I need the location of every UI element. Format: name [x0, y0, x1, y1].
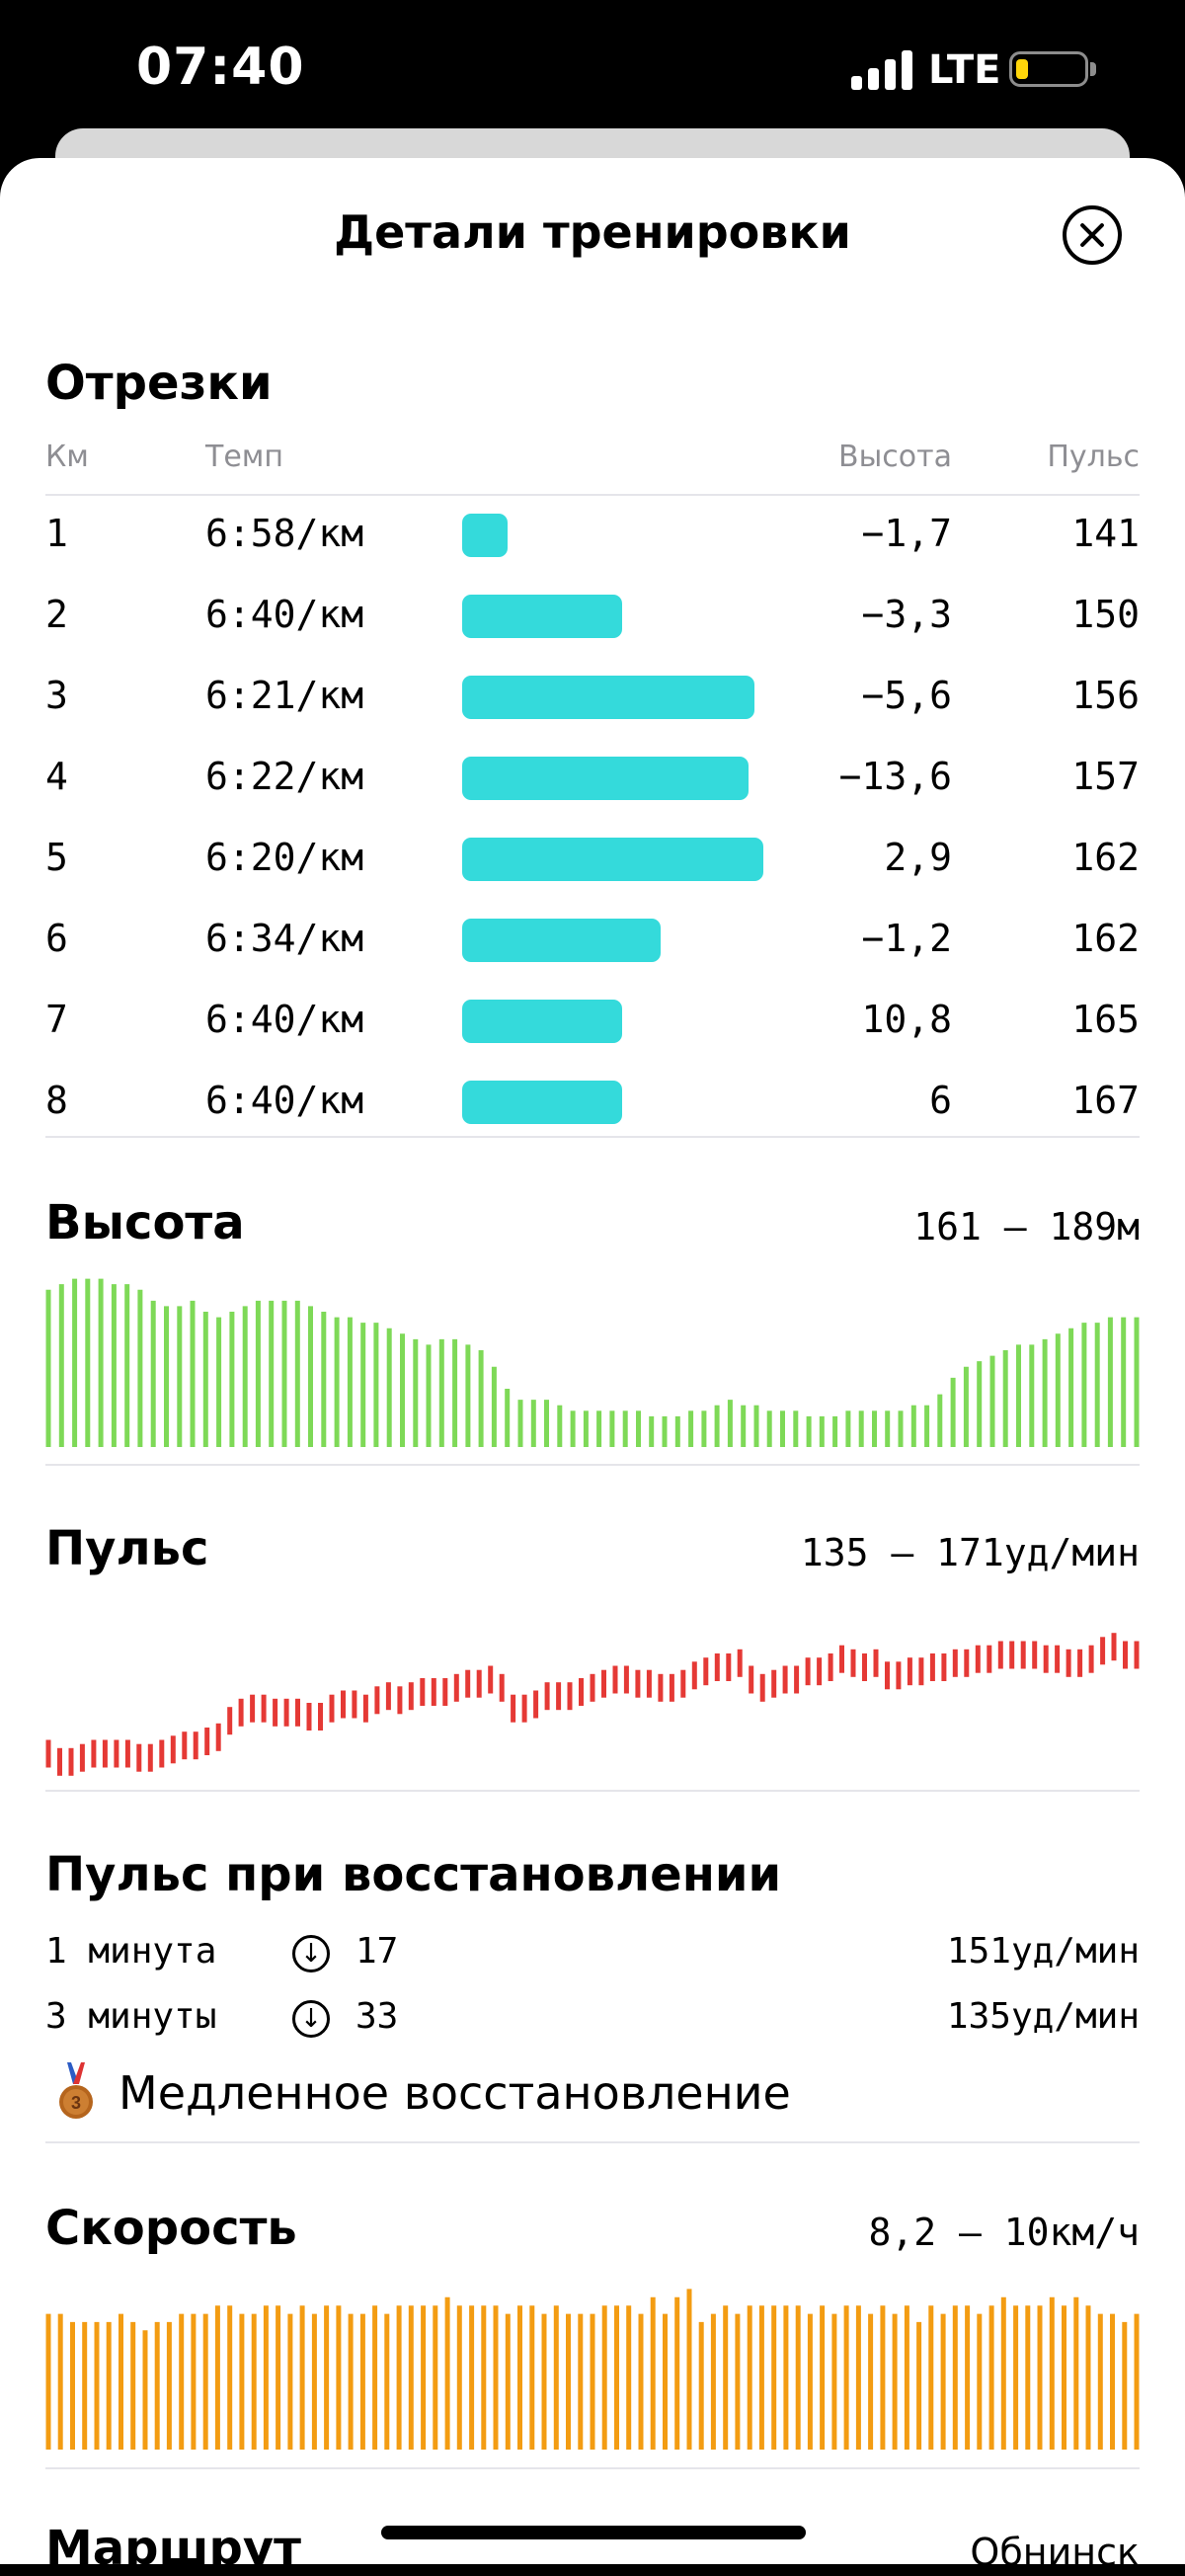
- split-hr: 162: [1071, 836, 1140, 879]
- elevation-divider: [45, 1464, 1140, 1466]
- recovery-title: Пульс при восстановлении: [45, 1847, 782, 1902]
- split-elevation: 2,9: [884, 836, 952, 879]
- heart-rate-divider: [45, 1790, 1140, 1792]
- splits-header-elevation: Высота: [838, 440, 952, 474]
- sheet-title: Детали тренировки: [334, 205, 851, 259]
- split-elevation: 6: [929, 1079, 952, 1122]
- home-indicator[interactable]: [381, 2526, 806, 2539]
- splits-header-km: Км: [45, 440, 89, 474]
- split-pace: 6:58/км: [205, 512, 364, 555]
- cellular-signal-icon: [851, 48, 914, 90]
- battery-level: [1016, 59, 1028, 79]
- bronze-medal-icon: [53, 2062, 99, 2122]
- speed-chart: [45, 2277, 1140, 2450]
- split-km: 1: [45, 512, 68, 555]
- arrow-down-circle-icon: ↓: [292, 1935, 330, 1972]
- close-icon[interactable]: [1063, 205, 1122, 265]
- route-city[interactable]: Обнинск: [970, 2531, 1140, 2574]
- split-row: [0, 739, 1185, 820]
- split-pace: 6:40/км: [205, 1079, 364, 1122]
- split-km: 3: [45, 674, 68, 717]
- recovery-divider: [45, 2141, 1140, 2143]
- split-elevation: −1,2: [861, 917, 952, 960]
- split-row: [0, 577, 1185, 658]
- split-km: 7: [45, 998, 68, 1041]
- split-km: 2: [45, 593, 68, 636]
- splits-title: Отрезки: [45, 356, 273, 411]
- elevation-chart: [45, 1269, 1140, 1447]
- split-km: 6: [45, 917, 68, 960]
- split-pace-bar: [462, 757, 749, 800]
- status-time: 07:40: [136, 38, 305, 97]
- split-row: [0, 982, 1185, 1063]
- split-pace: 6:21/км: [205, 674, 364, 717]
- split-pace: 6:20/км: [205, 836, 364, 879]
- split-row: [0, 496, 1185, 577]
- split-hr: 150: [1071, 593, 1140, 636]
- split-km: 5: [45, 836, 68, 879]
- route-title: Маршрут: [45, 2521, 301, 2576]
- battery-tip: [1090, 62, 1096, 76]
- speed-range: 8,2 — 10км/ч: [868, 2211, 1140, 2254]
- split-row: [0, 658, 1185, 739]
- battery-icon: [1009, 51, 1088, 87]
- split-pace: 6:40/км: [205, 593, 364, 636]
- split-pace-bar: [462, 676, 754, 719]
- split-elevation: −1,7: [861, 512, 952, 555]
- elevation-title: Высота: [45, 1195, 245, 1250]
- split-pace-bar: [462, 838, 763, 881]
- splits-divider: [45, 1136, 1140, 1138]
- recovery-1min-label: 1 минута: [45, 1931, 217, 1972]
- split-hr: 165: [1071, 998, 1140, 1041]
- split-hr: 162: [1071, 917, 1140, 960]
- split-pace-bar: [462, 514, 508, 557]
- split-hr: 156: [1071, 674, 1140, 717]
- recovery-1min-drop: 17: [356, 1931, 399, 1972]
- speed-divider: [45, 2467, 1140, 2469]
- split-pace: 6:40/км: [205, 998, 364, 1041]
- split-pace: 6:22/км: [205, 755, 364, 798]
- split-hr: 157: [1071, 755, 1140, 798]
- arrow-down-circle-icon: ↓: [292, 2000, 330, 2038]
- split-pace-bar: [462, 1081, 622, 1124]
- recovery-status: Медленное восстановление: [118, 2066, 791, 2120]
- recovery-3min-label: 3 минуты: [45, 1996, 217, 2037]
- split-pace-bar: [462, 595, 622, 638]
- heart-rate-title: Пульс: [45, 1521, 209, 1576]
- split-elevation: −3,3: [861, 593, 952, 636]
- split-pace-bar: [462, 1000, 622, 1043]
- splits-header-pace: Темп: [205, 440, 284, 474]
- split-row: [0, 1063, 1185, 1144]
- splits-header-hr: Пульс: [1047, 440, 1140, 474]
- split-elevation: −5,6: [861, 674, 952, 717]
- split-elevation: −13,6: [838, 755, 952, 798]
- split-row: [0, 901, 1185, 982]
- heart-rate-range: 135 — 171уд/мин: [800, 1531, 1140, 1574]
- split-pace-bar: [462, 919, 661, 962]
- split-hr: 167: [1071, 1079, 1140, 1122]
- recovery-1min-value: 151уд/мин: [946, 1931, 1140, 1972]
- split-elevation: 10,8: [861, 998, 952, 1041]
- split-pace: 6:34/км: [205, 917, 364, 960]
- elevation-range: 161 — 189м: [913, 1205, 1140, 1248]
- split-row: [0, 820, 1185, 901]
- recovery-3min-value: 135уд/мин: [946, 1996, 1140, 2037]
- network-type: LTE: [928, 47, 1001, 93]
- speed-title: Скорость: [45, 2201, 297, 2256]
- split-km: 8: [45, 1079, 68, 1122]
- recovery-3min-drop: 33: [356, 1996, 399, 2037]
- split-km: 4: [45, 755, 68, 798]
- heart-rate-chart: [45, 1598, 1140, 1776]
- split-hr: 141: [1071, 512, 1140, 555]
- medal-number: 3: [70, 2093, 82, 2113]
